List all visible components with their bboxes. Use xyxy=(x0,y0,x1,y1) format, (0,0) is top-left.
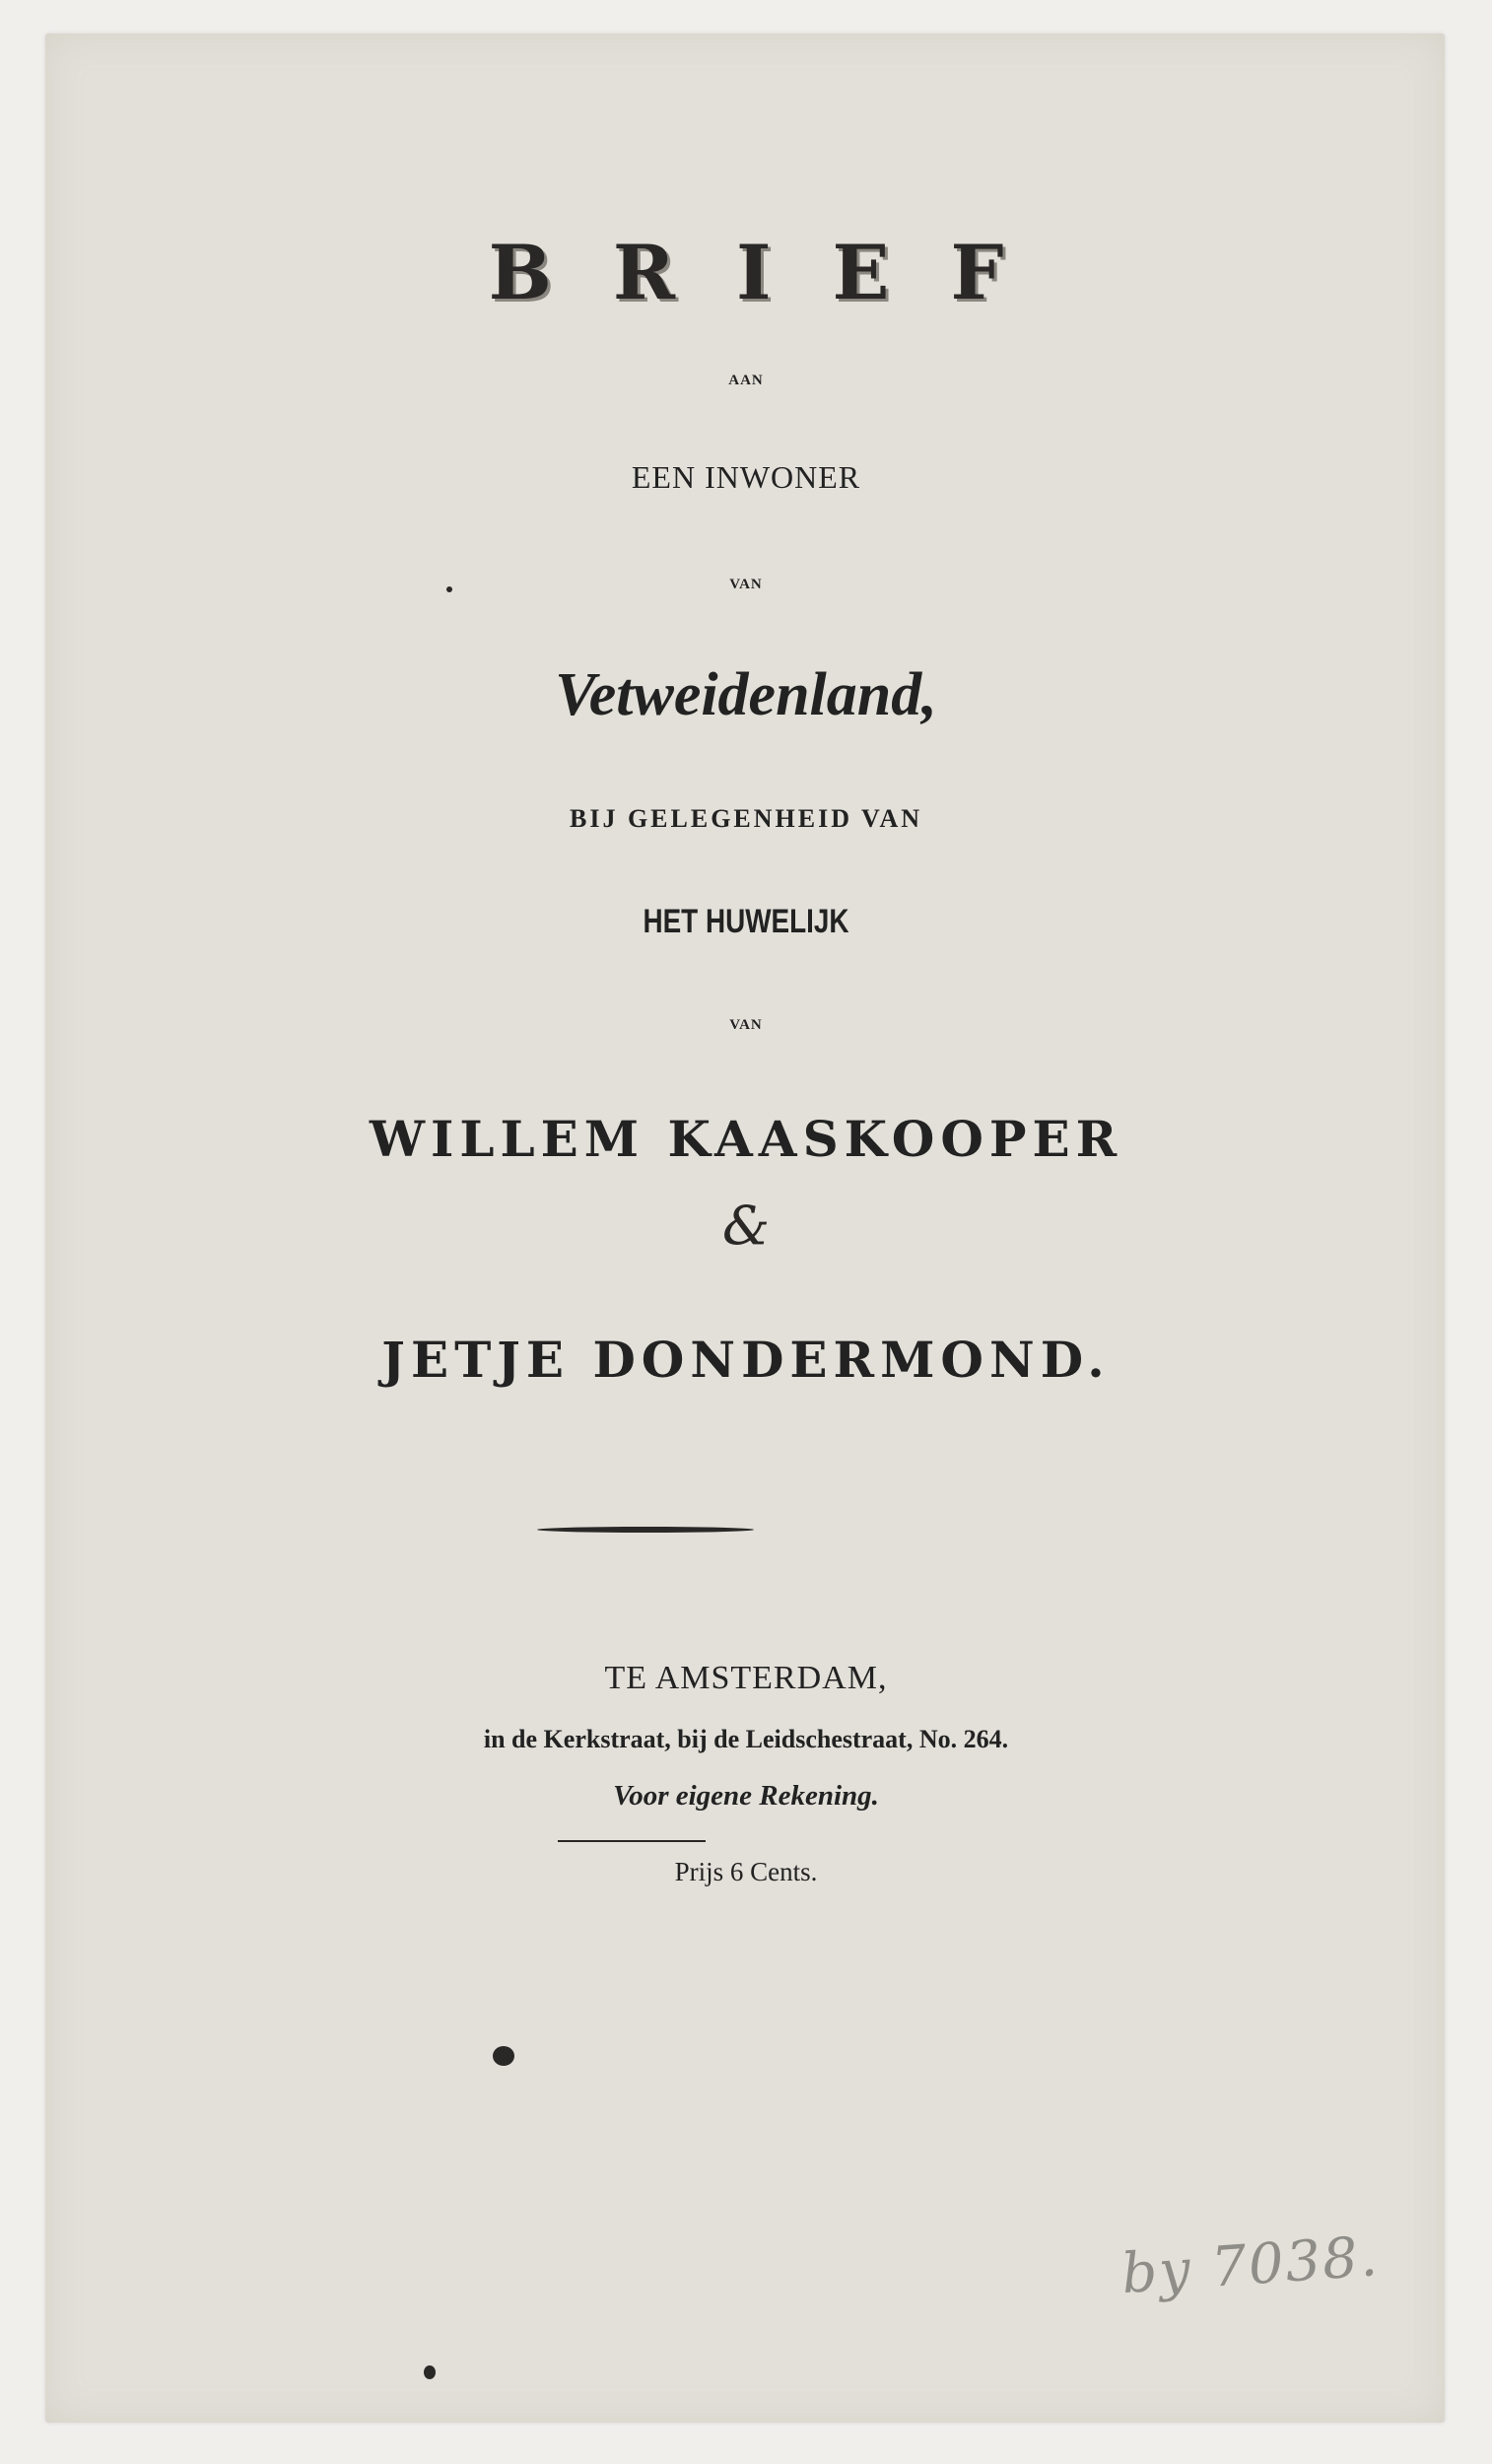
event-text: HET HUWELIJK xyxy=(643,903,849,940)
van-text-2: VAN xyxy=(729,1017,763,1033)
ink-speck xyxy=(493,2046,514,2066)
ink-speck xyxy=(446,586,452,592)
ink-speck xyxy=(424,2365,436,2379)
document-title: BRIEF xyxy=(488,229,1065,316)
groom-name: WILLEM KAASKOOPER xyxy=(369,1110,1123,1168)
decorative-rule xyxy=(537,1527,754,1533)
recipient-text: EEN INWONER xyxy=(631,459,861,495)
price-text: Prijs 6 Cents. xyxy=(674,1857,818,1886)
occasion-text: BIJ GELEGENHEID VAN xyxy=(569,804,923,833)
handwritten-annotation: by 7038. xyxy=(1119,2224,1382,2307)
bride-name: JETJE DONDERMOND. xyxy=(381,1331,1111,1389)
imprint-address: in de Kerkstraat, bij de Leidschestraat, No. 264. xyxy=(483,1725,1009,1753)
van-text-1: VAN xyxy=(729,577,763,592)
publisher-note: Voor eigene Rekening. xyxy=(613,1780,879,1812)
place-name: Vetweidenland, xyxy=(555,661,937,728)
aan-text: AAN xyxy=(728,373,764,388)
price-rule xyxy=(558,1840,706,1842)
imprint-city: TE AMSTERDAM, xyxy=(604,1660,888,1696)
ampersand-ornament: & xyxy=(721,1195,771,1257)
